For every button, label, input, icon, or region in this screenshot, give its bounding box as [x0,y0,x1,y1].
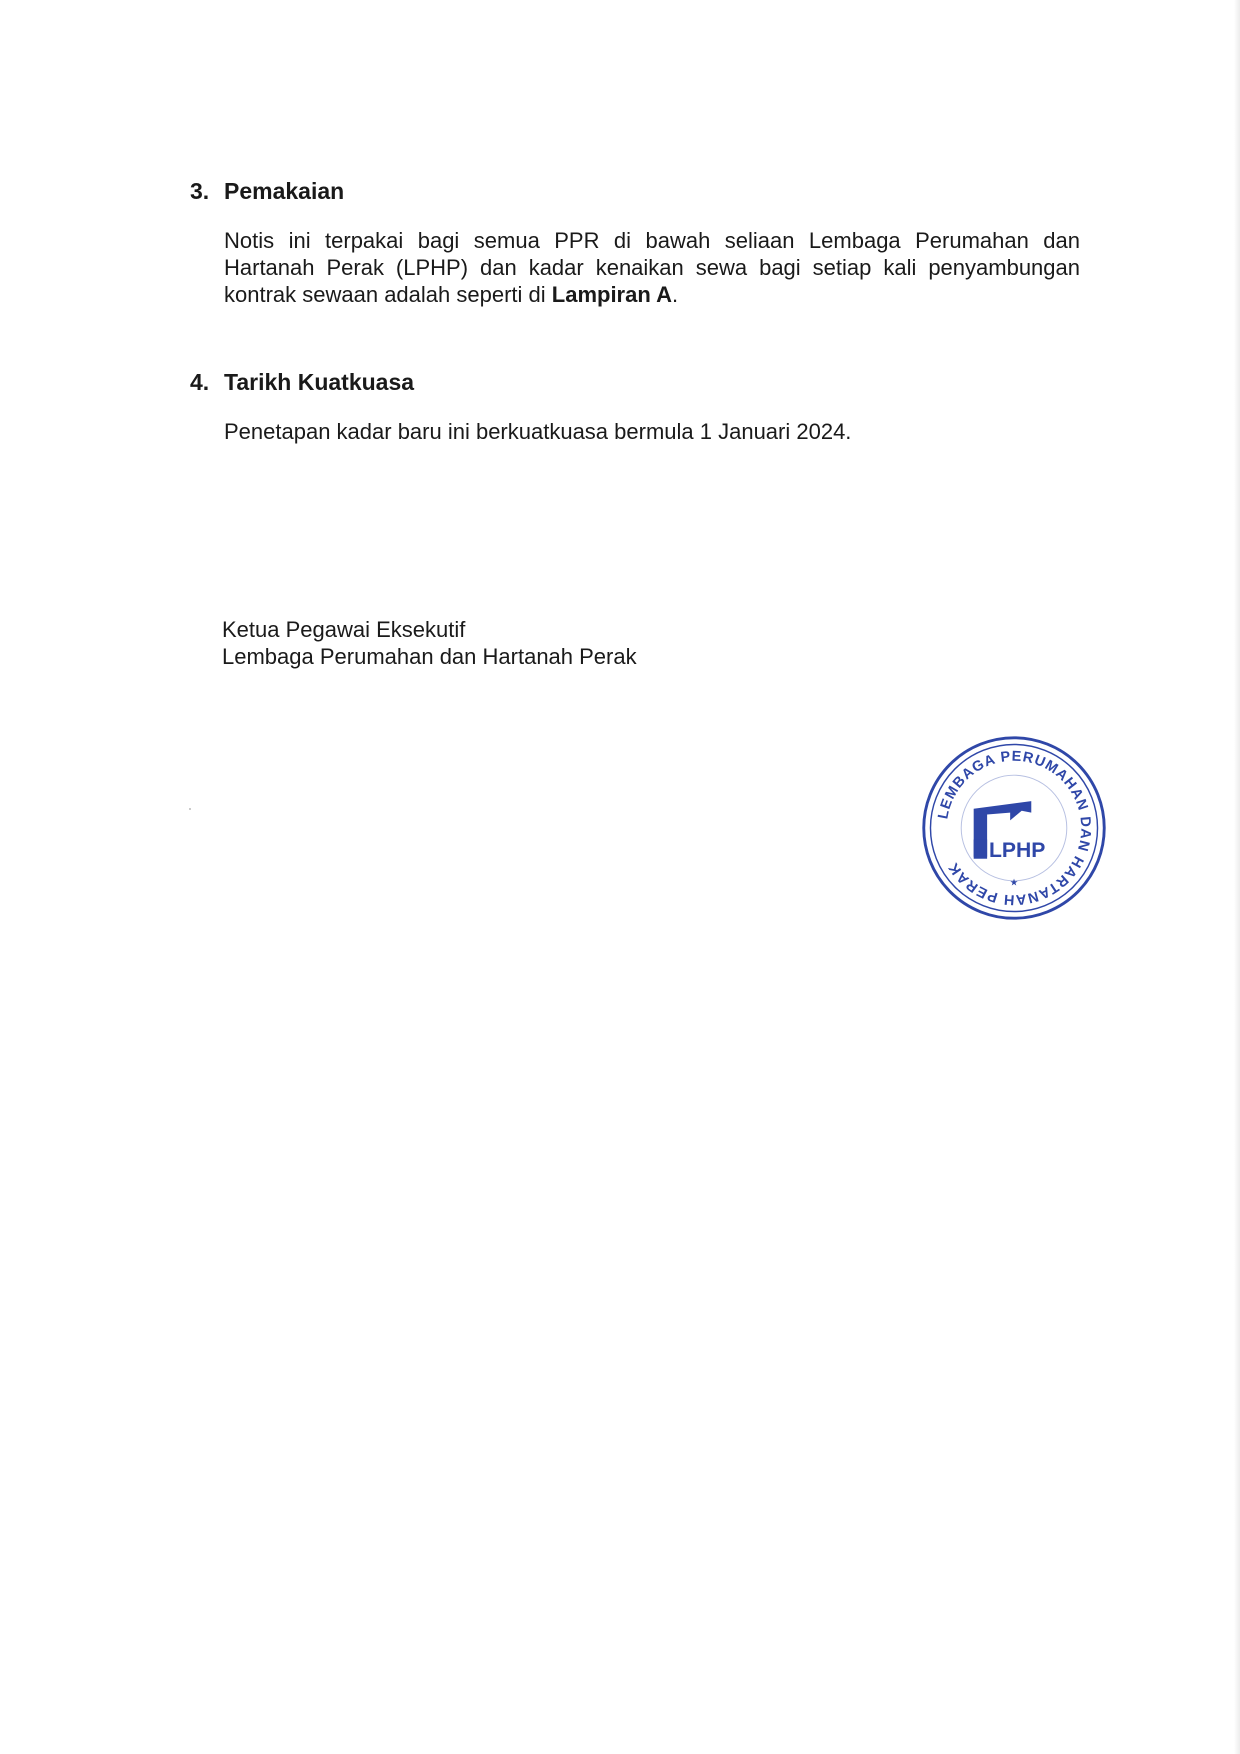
paragraph-text: Notis ini terpakai bagi semua PPR di bawah seliaan Lembaga Perumahan dan Hartanah Perak (LPHP) dan kadar kenaikan sewa bagi setiap kali penyambungan kontrak sewaan adalah seperti di [224,228,1080,307]
section-title: Pemakaian [224,178,345,204]
paragraph-end: . [671,282,679,307]
section-4-tarikh-kuatkuasa [190,369,1090,445]
appendix-reference: Lampiran A [551,282,672,307]
star-icon: ★ [1009,877,1019,889]
lphp-seal-stamp [918,732,1110,924]
scan-edge-shadow [1234,0,1240,1754]
stamp-rings [924,738,1104,918]
section-title: Tarikh Kuatkuasa [224,369,415,395]
section-paragraph [224,227,1080,308]
section-number: 4. [190,369,210,395]
signatory-organization: Lembaga Perumahan dan Hartanah Perak [222,644,637,669]
stamp-ring-text: LEMBAGA PERUMAHAN DAN HARTANAH PERAK [935,748,1094,908]
section-heading [190,369,1090,396]
stamp-logo-text: LPHP [989,838,1046,862]
signatory-position: Ketua Pegawai Eksekutif [222,617,466,642]
section-3-pemakaian [190,178,1090,308]
scan-speck [189,808,191,810]
signature-block [222,616,637,670]
section-paragraph: Penetapan kadar baru ini berkuatkuasa bermula 1 Januari 2024. [224,419,852,444]
section-number: 3. [190,178,210,204]
section-heading [190,178,1090,205]
